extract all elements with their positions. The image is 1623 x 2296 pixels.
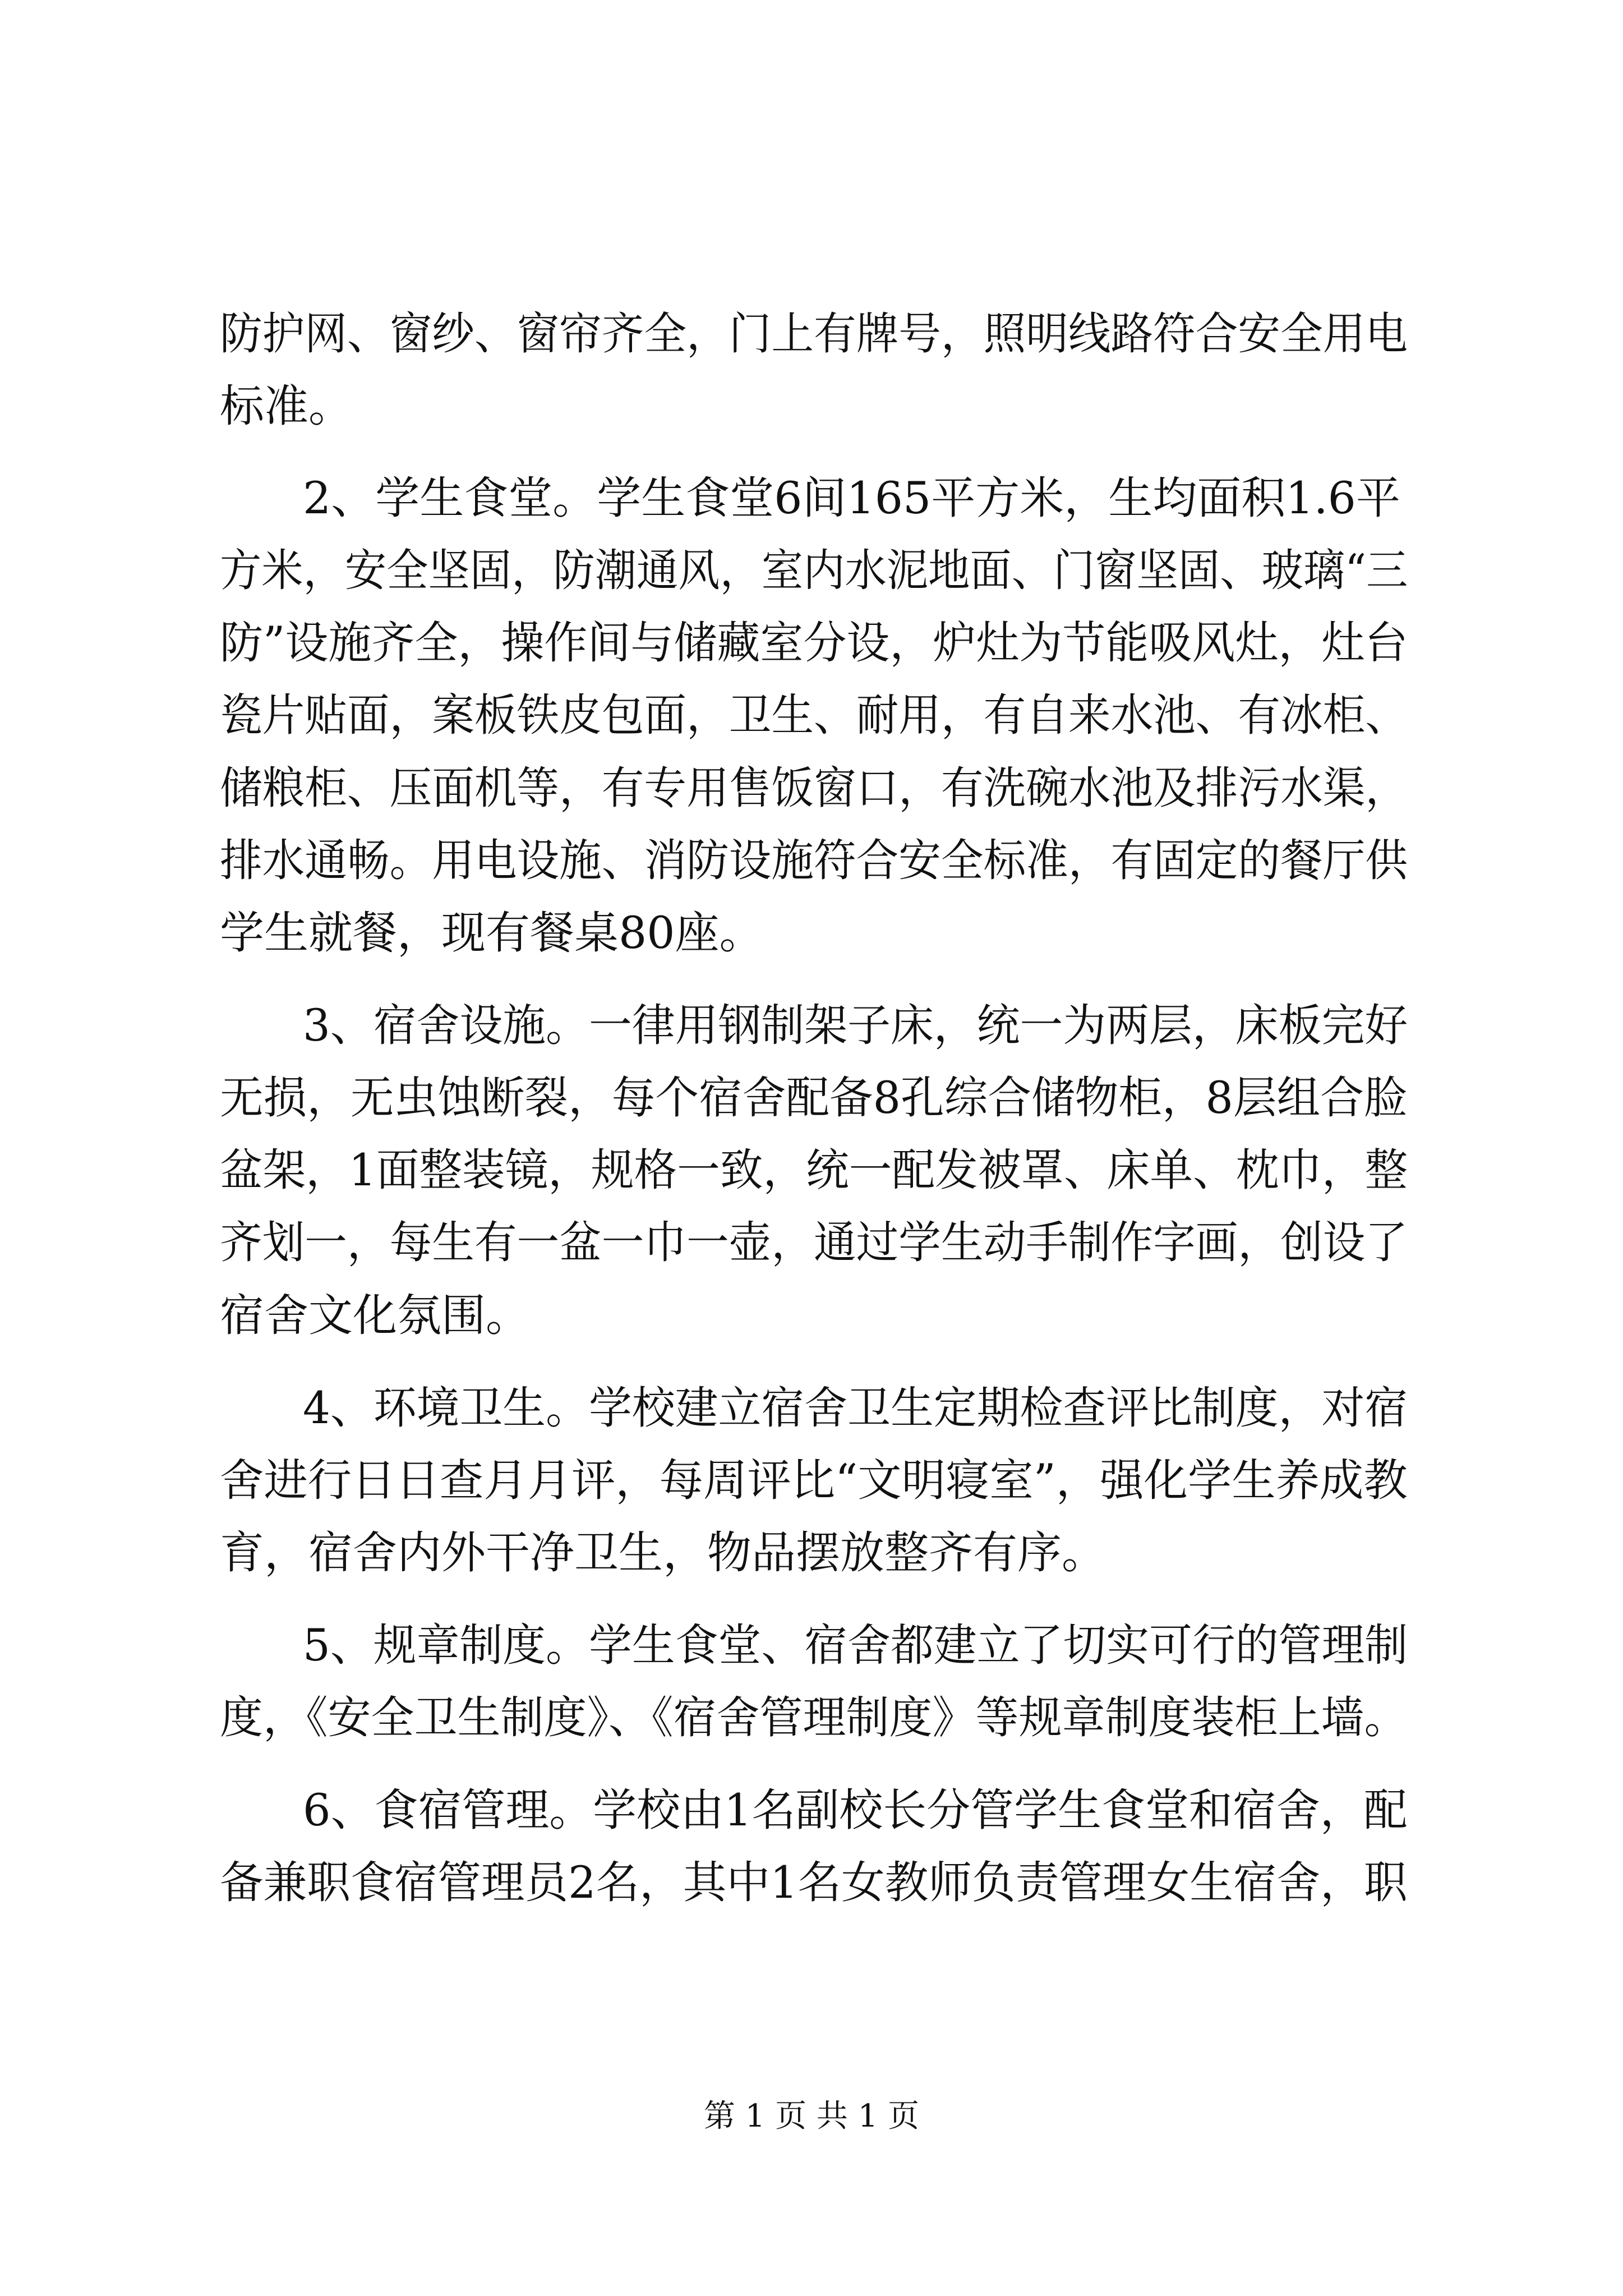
- text-line: 育，宿舍内外干净卫生，物品摆放整齐有序。: [220, 1527, 1106, 1579]
- text-line: 盆架，1面整装镜，规格一致，统一配发被罩、床单、枕巾，整: [220, 1144, 1408, 1196]
- text-line: 度，《安全卫生制度》、《宿舍管理制度》等规章制度装柜上墙。: [220, 1692, 1408, 1743]
- text-line: 5、规章制度。学生食堂、宿舍都建立了切实可行的管理制: [303, 1619, 1408, 1671]
- text-line: 方米，安全坚固，防潮通风，室内水泥地面、门窗坚固、玻璃“三: [220, 545, 1408, 596]
- text-line: 学生就餐，现有餐桌80座。: [220, 907, 764, 959]
- text-line: 6、食宿管理。学校由1名副校长分管学生食堂和宿舍，配: [303, 1784, 1408, 1836]
- text-line: 备兼职食宿管理员2名，其中1名女教师负责管理女生宿舍，职: [220, 1857, 1408, 1908]
- text-line: 防护网、窗纱、窗帘齐全，门上有牌号，照明线路符合安全用电: [220, 308, 1408, 360]
- text-line: 排水通畅。用电设施、消防设施符合安全标准，有固定的餐厅供: [220, 835, 1408, 886]
- text-line: 标准。: [220, 380, 353, 432]
- text-line: 3、宿舍设施。一律用钢制架子床，统一为两层，床板完好: [303, 1000, 1408, 1051]
- text-line: 2、学生食堂。学生食堂6间165平方米，生均面积1.6平: [303, 472, 1400, 524]
- text-line: 储粮柜、压面机等，有专用售饭窗口，有洗碗水池及排污水渠，: [220, 762, 1408, 814]
- text-line: 舍进行日日查月月评，每周评比“文明寝室”，强化学生养成教: [220, 1455, 1408, 1506]
- text-line: 防”设施齐全，操作间与储藏室分设，炉灶为节能吸风灶，灶台: [220, 617, 1408, 669]
- text-line: 4、环境卫生。学校建立宿舍卫生定期检查评比制度，对宿: [303, 1382, 1408, 1434]
- text-line: 瓷片贴面，案板铁皮包面，卫生、耐用，有自来水池、有冰柜、: [220, 689, 1408, 741]
- text-line: 宿舍文化氛围。: [220, 1290, 530, 1341]
- text-line: 无损，无虫蚀断裂，每个宿舍配备8孔综合储物柜，8层组合脸: [220, 1072, 1408, 1124]
- text-line: 齐划一，每生有一盆一巾一壶，通过学生动手制作字画，创设了: [220, 1217, 1408, 1268]
- page-footer: 第 1 页 共 1 页: [703, 2098, 920, 2134]
